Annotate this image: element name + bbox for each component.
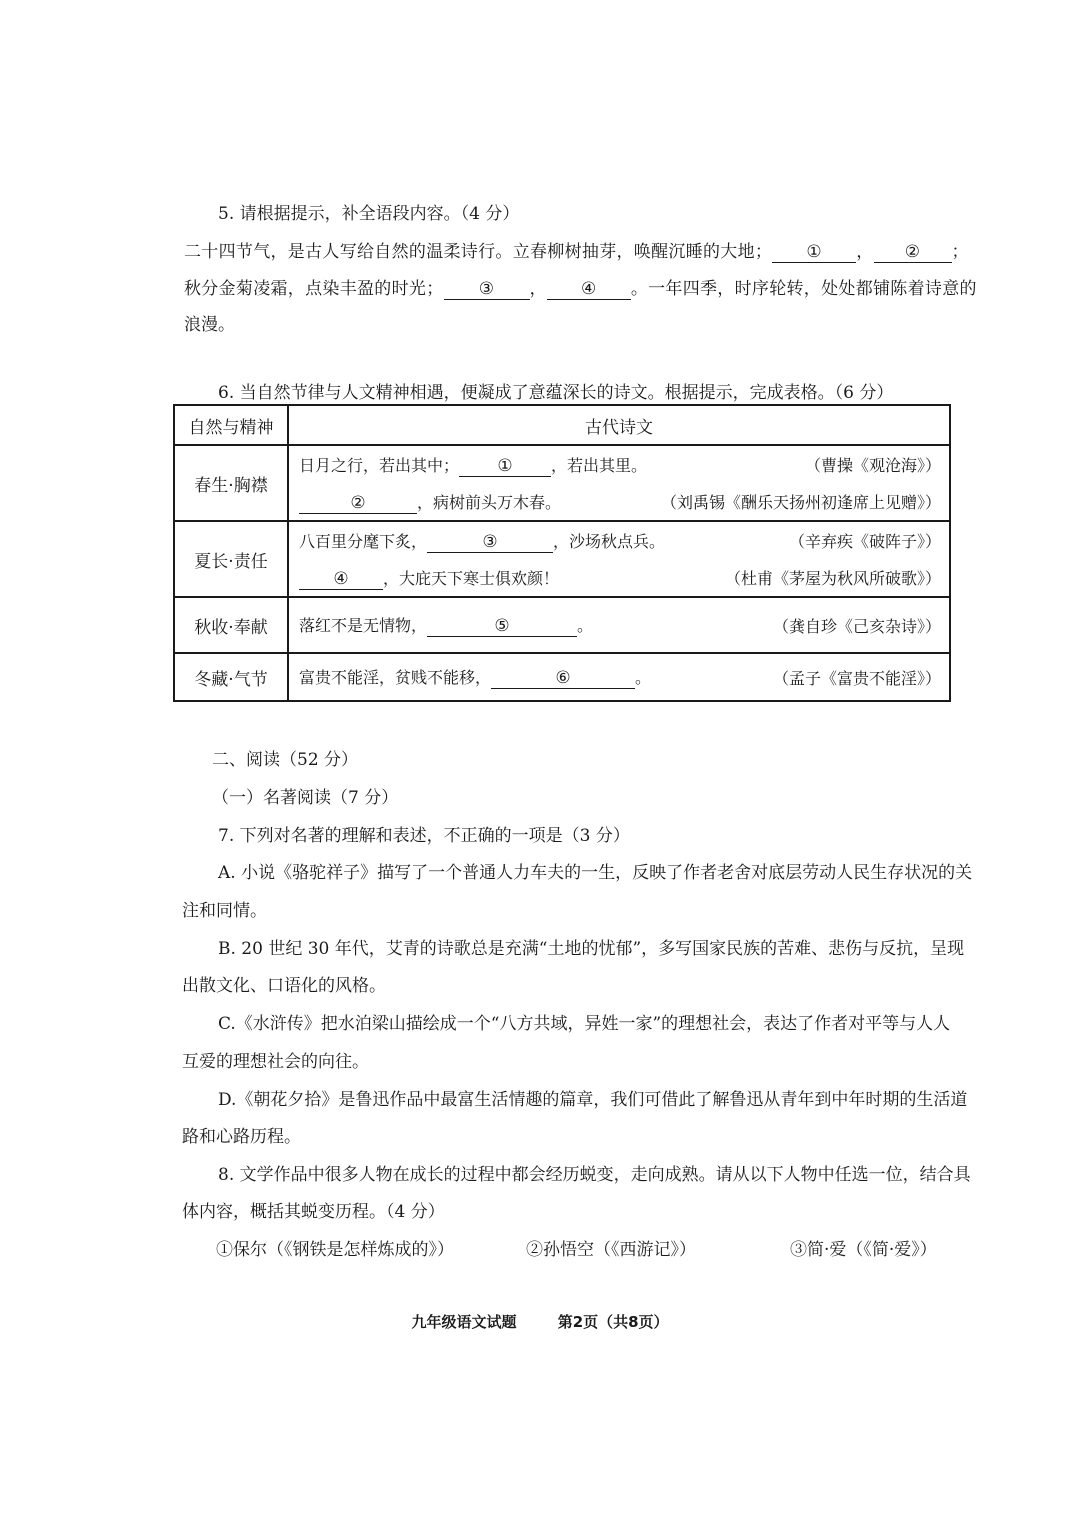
poem-line bbox=[299, 659, 941, 696]
page-footer bbox=[0, 1311, 1080, 1332]
q7-option-d-cont: 路和心路历程。 bbox=[182, 1127, 301, 1147]
category-cell: 夏长·责任 bbox=[174, 521, 288, 597]
q7-option-c: C.《水浒传》把水泊梁山描绘成一个“八方共域，异姓一家”的理想社会，表达了作者对平等与人人 bbox=[218, 1014, 951, 1034]
q8-option-3: ③简·爱（《简·爱》） bbox=[790, 1240, 937, 1260]
q8-option-1: ①保尔（《钢铁是怎样炼成的》） bbox=[216, 1240, 454, 1260]
separator: ， bbox=[856, 242, 874, 262]
blank-label: ⑥ bbox=[555, 668, 571, 688]
blank-label: ② bbox=[904, 242, 921, 262]
q5-line-1-text: 二十四节气，是古人写给自然的温柔诗行。立春柳树抽芽，唤醒沉睡的大地； bbox=[184, 242, 773, 262]
poem-post: 。 bbox=[635, 668, 652, 687]
poem-post: ，若出其里。 bbox=[551, 455, 648, 475]
poem-line bbox=[299, 559, 941, 596]
blank-label: ⑤ bbox=[494, 616, 510, 636]
separator: ， bbox=[529, 279, 547, 299]
blank-label: ③ bbox=[478, 279, 495, 299]
poem-source: （刘禹锡《酬乐天扬州初逢席上见赠》） bbox=[660, 493, 941, 512]
q5-line-2-tail: 。一年四季，时序轮转，处处都铺陈着诗意的 bbox=[630, 279, 977, 299]
poem-post: ，病树前头万木春。 bbox=[417, 492, 562, 512]
poem-line bbox=[299, 483, 941, 520]
blank-label: ④ bbox=[333, 568, 349, 589]
q7-option-a-cont: 注和同情。 bbox=[182, 901, 267, 921]
q7-option-a: A. 小说《骆驼祥子》描写了一个普通人力车夫的一生，反映了作者老舍对底层劳动人民生存状况的关 bbox=[218, 863, 973, 883]
blank-label: ③ bbox=[482, 531, 498, 552]
q7-option-b: B. 20 世纪 30 年代，艾青的诗歌总是充满“土地的忧郁”，多写国家民族的苦难、悲伤与反抗，呈现 bbox=[218, 939, 965, 959]
poem-cell bbox=[288, 653, 950, 701]
q6-blank-2[interactable] bbox=[299, 493, 417, 514]
q6-blank-4[interactable] bbox=[299, 569, 383, 590]
table-header-row bbox=[174, 405, 950, 445]
blank-label: ① bbox=[497, 455, 513, 476]
q5-blank-4[interactable] bbox=[547, 279, 631, 300]
blank-label: ④ bbox=[581, 279, 597, 299]
q5-title: 5. 请根据提示，补全语段内容。（4 分） bbox=[218, 204, 520, 224]
q8-option-2: ②孙悟空（《西游记》） bbox=[526, 1240, 696, 1260]
poem-source: （龚自珍《己亥杂诗》） bbox=[772, 616, 941, 636]
q7-option-b-cont: 出散文化、口语化的风格。 bbox=[182, 976, 386, 996]
poem-post: ，沙场秋点兵。 bbox=[553, 531, 666, 551]
category-cell: 冬藏·气节 bbox=[174, 653, 288, 701]
poem-pre: 日月之行，若出其中； bbox=[299, 455, 460, 475]
poem-source: （杜甫《茅屋为秋风所破歌》） bbox=[724, 569, 941, 588]
q5-line-2 bbox=[184, 277, 977, 301]
q5-line-3: 浪漫。 bbox=[184, 315, 235, 335]
category-cell: 春生·胸襟 bbox=[174, 445, 288, 521]
q7-option-c-cont: 互爱的理想社会的向往。 bbox=[182, 1052, 369, 1072]
poem-cell bbox=[288, 445, 950, 521]
poem-cell bbox=[288, 597, 950, 653]
q5-line-2-text: 秋分金菊凌霜，点染丰盈的时光； bbox=[184, 279, 444, 299]
poem-pre: 落红不是无情物， bbox=[299, 616, 428, 635]
page-number: 第2页（共8页） bbox=[557, 1313, 669, 1331]
q5-blank-1[interactable] bbox=[772, 242, 856, 263]
q8-title-cont: 体内容，概括其蜕变历程。（4 分） bbox=[182, 1202, 445, 1222]
poem-pre: 八百里分麾下炙， bbox=[299, 531, 428, 551]
blank-label: ① bbox=[806, 242, 822, 262]
poem-source: （辛弃疾《破阵子》） bbox=[788, 532, 941, 551]
table-row bbox=[174, 521, 950, 597]
poem-pre: 富贵不能淫，贫贱不能移， bbox=[299, 668, 492, 687]
table-row bbox=[174, 597, 950, 653]
q7-option-d: D.《朝花夕拾》是鲁迅作品中最富生活情趣的篇章，我们可借此了解鲁迅从青年到中年时期的生活道 bbox=[218, 1090, 968, 1110]
poem-post: ，大庇天下寒士俱欢颜！ bbox=[383, 568, 560, 588]
q7-title: 7. 下列对名著的理解和表述，不正确的一项是（3 分） bbox=[218, 826, 630, 846]
blank-label: ② bbox=[350, 492, 366, 513]
category-cell: 秋收·奉献 bbox=[174, 597, 288, 653]
q5-line-1 bbox=[184, 240, 969, 264]
q6-blank-5[interactable] bbox=[427, 616, 577, 637]
table-row bbox=[174, 653, 950, 701]
poem-line bbox=[299, 522, 941, 559]
section-2-subtitle: （一）名著阅读（7 分） bbox=[212, 788, 399, 808]
q6-blank-1[interactable] bbox=[459, 456, 551, 477]
poem-cell bbox=[288, 521, 950, 597]
poem-line bbox=[299, 607, 941, 644]
q5-blank-3[interactable] bbox=[444, 279, 530, 300]
separator: ； bbox=[951, 242, 969, 262]
q6-blank-6[interactable] bbox=[491, 668, 635, 689]
header-category: 自然与精神 bbox=[174, 405, 288, 445]
table-row bbox=[174, 445, 950, 521]
q6-blank-3[interactable] bbox=[427, 532, 553, 553]
poem-post: 。 bbox=[577, 616, 594, 635]
exam-title: 九年级语文试题 bbox=[411, 1313, 517, 1331]
poem-source: （曹操《观沧海》） bbox=[804, 456, 941, 475]
section-2-title: 二、阅读（52 分） bbox=[212, 750, 359, 770]
q8-title: 8. 文学作品中很多人物在成长的过程中都会经历蜕变，走向成熟。请从以下人物中任选一位，结合具 bbox=[218, 1165, 971, 1185]
q6-title: 6. 当自然节律与人文精神相遇，便凝成了意蕴深长的诗文。根据提示，完成表格。（6 分） bbox=[218, 383, 894, 403]
poem-source: （孟子《富贵不能淫》） bbox=[772, 668, 941, 688]
q5-blank-2[interactable] bbox=[874, 242, 952, 263]
poem-line bbox=[299, 446, 941, 483]
header-poems: 古代诗文 bbox=[288, 405, 950, 445]
poem-table bbox=[173, 404, 951, 702]
